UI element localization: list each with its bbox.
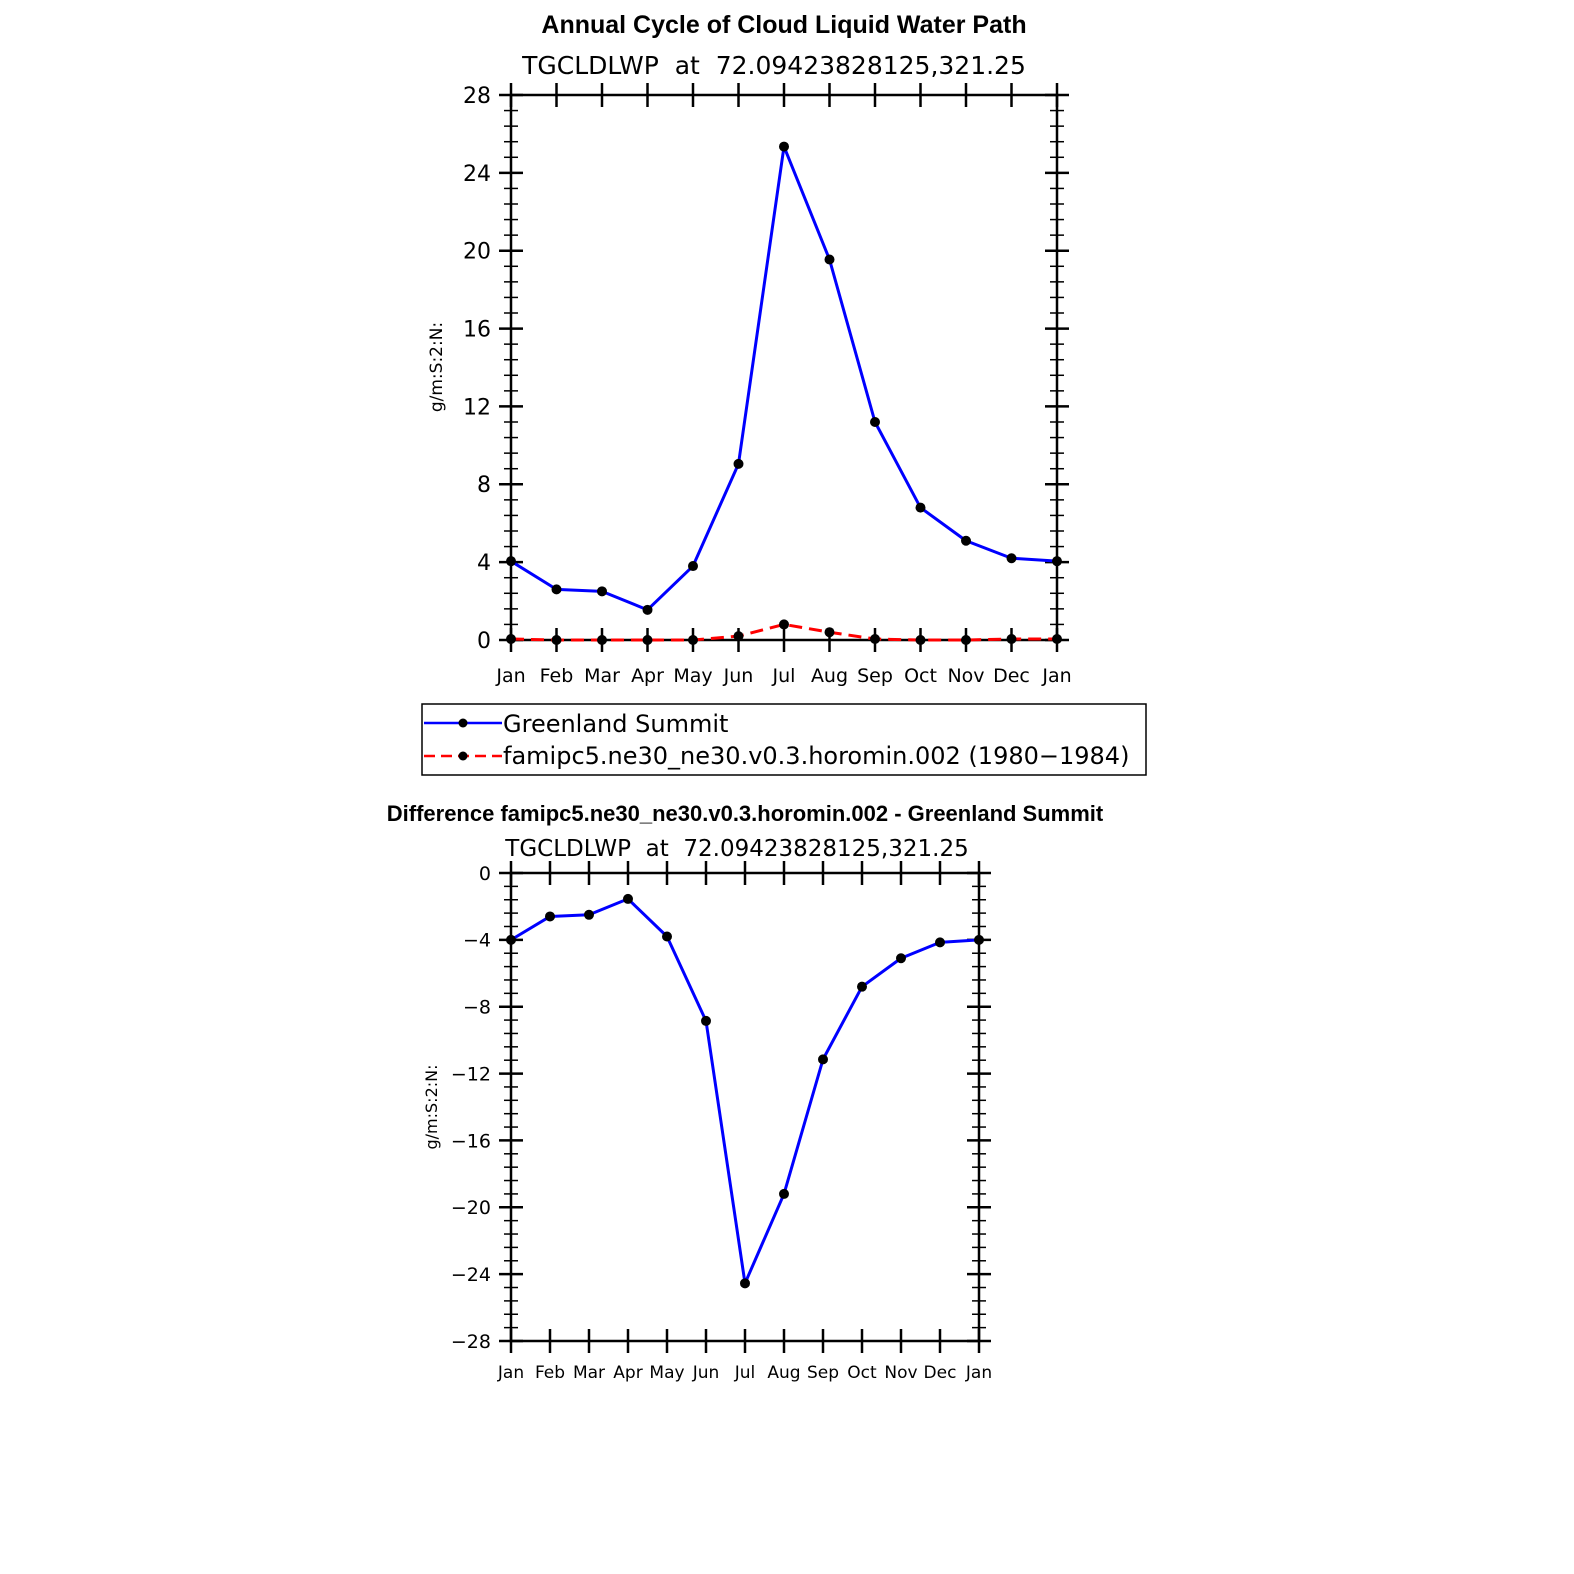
chart1-series-1-point [825,627,835,637]
chart1-ytick-label: 12 [463,395,491,421]
chart1-series-1-point [734,631,744,641]
chart2-series-0-point [701,1016,711,1026]
chart1-ytick-label: 24 [463,161,491,187]
chart1-series-0-point [1052,556,1062,566]
chart2-ytick-label: −28 [450,1330,491,1353]
chart1-series-0-point [961,536,971,546]
chart1-ytick-label: 4 [477,551,491,577]
chart2-xtick-label: Jan [497,1363,525,1383]
chart2-series-0-line [511,899,979,1283]
chart2-xtick-label: Nov [884,1363,918,1383]
chart1-xtick-label: May [673,665,713,687]
chart1-xtick-label: Apr [631,665,664,687]
chart2-series-0-point [584,910,594,920]
chart1-series-1-point [552,635,562,645]
chart1-series-0-point [779,142,789,152]
chart1-subtitle: TGCLDLWP at 72.09423828125,321.25 [522,51,1026,80]
chart1-series-0-point [506,556,516,566]
chart1-series-1-point [961,635,971,645]
chart2-xtick-label: May [649,1363,685,1383]
chart2-xtick-label: Mar [572,1363,606,1383]
chart1-ytick-label: 28 [463,83,491,109]
chart1-series-0-point [825,254,835,264]
chart1-series-0-point [734,459,744,469]
chart2-xtick-label: Jun [692,1363,720,1383]
chart1-xtick-label: Oct [904,665,937,687]
legend-label-greenland: Greenland Summit [503,710,729,738]
chart2-frame [511,873,979,1341]
legend-marker-model [459,752,468,761]
chart1-series-1-point [643,635,653,645]
chart1-xtick-label: Aug [810,665,849,687]
chart2-series-0-point [779,1189,789,1199]
chart2-series-0-point [506,935,516,945]
chart2-ytick-label: −4 [462,929,491,952]
chart1-series-0-point [597,586,607,596]
chart1-ytick-label: 16 [463,317,491,343]
chart2-series-0-point [623,894,633,904]
chart2-series-0-point [662,932,672,942]
chart1-frame [511,95,1057,640]
chart1-series-1-point [1007,634,1017,644]
chart2-ylabel: g/m:S:2:N: [422,1064,441,1150]
chart1-ytick-label: 0 [477,628,491,654]
chart2-series-0-point [545,911,555,921]
chart2-xtick-label: Aug [767,1363,801,1383]
chart1-series-1-point [506,634,516,644]
chart1-series-0-point [643,605,653,615]
chart1-series-0-point [552,584,562,594]
chart2-ytick-label: −16 [450,1130,491,1153]
chart1-xtick-label: Nov [947,665,985,687]
chart1-ylabel: g/m:S:2:N: [427,321,447,413]
chart1-series-1-point [916,635,926,645]
chart1-series-0-line [511,147,1057,610]
chart2-series-0-point [935,937,945,947]
chart1-series-1-point [688,635,698,645]
chart2-subtitle: TGCLDLWP at 72.09423828125,321.25 [505,836,969,862]
chart1-xtick-label: Jun [723,665,754,687]
chart2-ytick-label: 0 [478,862,491,885]
chart2-xtick-label: Feb [534,1363,566,1383]
chart2-series-0-point [740,1278,750,1288]
chart1-series-1-point [597,635,607,645]
chart2-plot-area [451,861,992,1383]
chart2-xtick-label: Dec [923,1363,957,1383]
chart1-xtick-label: Mar [584,665,620,687]
chart2-ytick-label: −24 [450,1263,491,1286]
chart2-title: Difference famipc5.ne30_ne30.v0.3.horomin.002 - Greenland Summit [386,801,1104,826]
chart1-plot-area [463,83,1072,687]
chart1-ytick-label: 20 [463,239,491,265]
chart2-ytick-label: −8 [462,996,491,1019]
chart1-series-1-point [1052,634,1062,644]
legend-marker-greenland [459,719,468,728]
chart1-xtick-label: Jan [1042,665,1072,687]
chart1-xtick-label: Sep [857,665,893,687]
chart1-ytick-label: 8 [477,473,491,499]
chart2-ytick-label: −12 [450,1063,491,1086]
chart2-xtick-label: Jul [734,1363,756,1383]
chart1-series-1-point [870,634,880,644]
chart2-xtick-label: Oct [847,1363,877,1383]
chart2-series-0-point [896,953,906,963]
chart2-xtick-label: Jan [965,1363,993,1383]
chart1-xtick-label: Jan [496,665,526,687]
chart1-xtick-label: Dec [993,665,1030,687]
chart2-ytick-label: −20 [450,1197,491,1220]
chart2-xtick-label: Apr [613,1363,643,1383]
chart1-series-1-point [779,619,789,629]
chart1-title: Annual Cycle of Cloud Liquid Water Path [541,11,1027,39]
chart1-legend [422,704,1146,775]
chart1-series-0-point [688,561,698,571]
chart1-series-0-point [870,417,880,427]
chart2-series-0-point [857,982,867,992]
chart1-series-0-point [1007,553,1017,563]
chart2-series-0-point [974,935,984,945]
chart2-xtick-label: Sep [806,1363,840,1383]
chart1-series-0-point [916,503,926,513]
legend-label-model: famipc5.ne30_ne30.v0.3.horomin.002 (1980−1984) [503,742,1130,770]
chart1-xtick-label: Jul [772,665,796,687]
chart2-series-0-point [818,1054,828,1064]
chart1-xtick-label: Feb [539,665,574,687]
